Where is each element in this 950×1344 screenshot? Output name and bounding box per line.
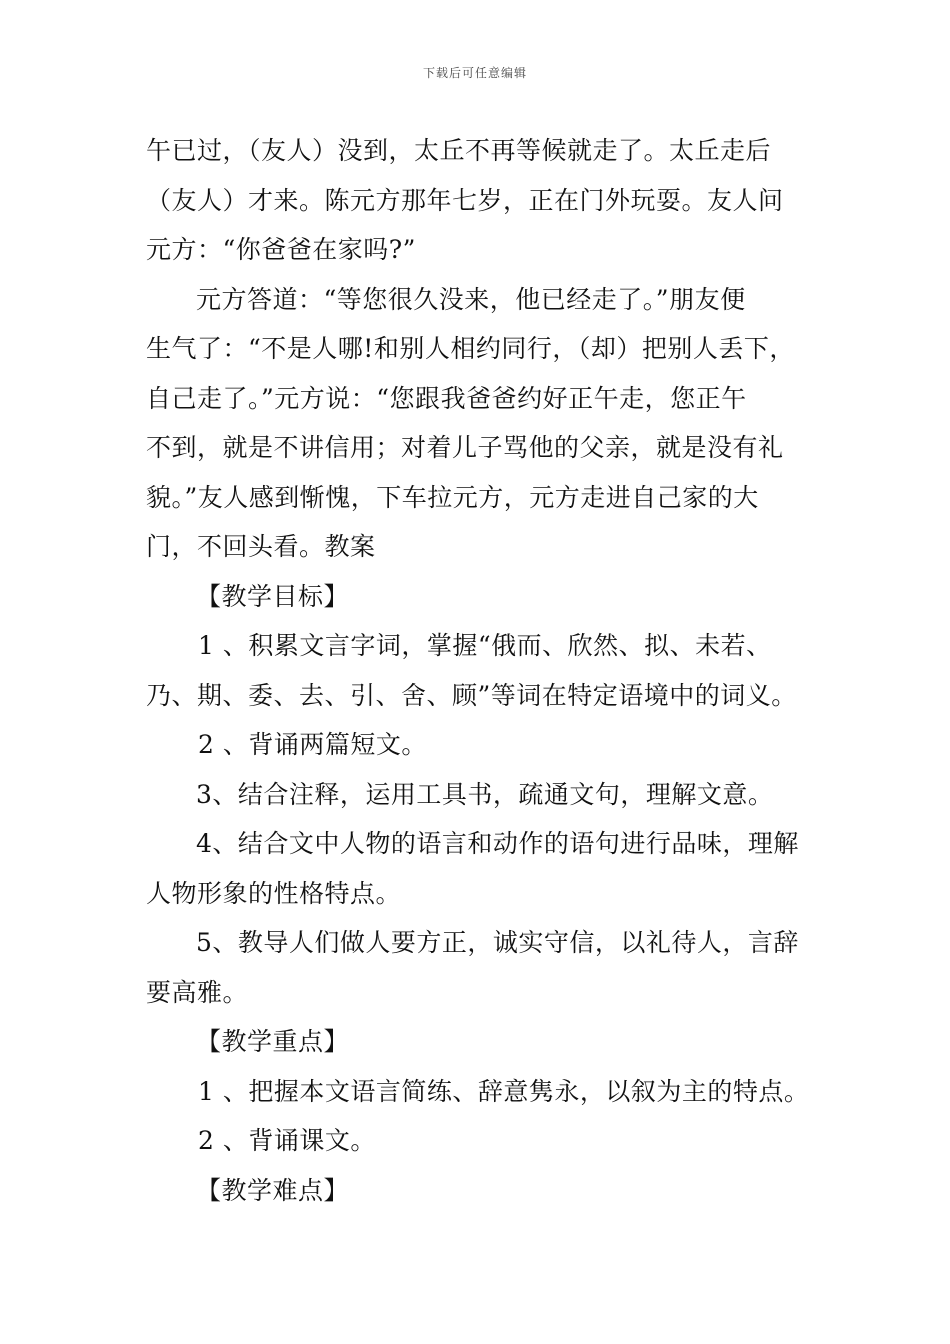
objective-item-4 <box>146 819 816 918</box>
objective-item-1 <box>146 621 816 720</box>
text-line: 不到，就是不讲信用；对着儿子骂他的父亲，就是没有礼 <box>146 433 784 462</box>
text-line: 要高雅。 <box>146 977 249 1007</box>
text-line: 人物形象的性格特点。 <box>146 878 402 908</box>
text-line: 元方答道：“等您很久没来，他已经走了。”朋友便 <box>196 284 746 314</box>
paragraph-story-continued <box>146 126 816 275</box>
text-line: 自己走了。”元方说：“您跟我爸爸约好正午走，您正午 <box>146 383 747 413</box>
text-line: 乃、期、委、去、引、舍、顾”等词在特定语境中的词义。 <box>146 680 797 710</box>
text-line: 门，不回头看。教案 <box>146 532 376 561</box>
section-heading-objectives: 【教学目标】 <box>196 581 350 611</box>
section-heading-difficulties: 【教学难点】 <box>196 1175 350 1205</box>
page-header: 下载后可任意编辑 <box>422 66 527 80</box>
text-line: 1 、积累文言字词，掌握“俄而、欣然、拟、未若、 <box>198 631 772 660</box>
key-point-item-1: 1 、把握本文语言简练、辞意隽永，以叙为主的特点。 <box>198 1076 810 1106</box>
text-line: 元方：“你爸爸在家吗?” <box>146 235 416 264</box>
text-line: 貌。”友人感到惭愧，下车拉元方，元方走进自己家的大 <box>146 482 759 512</box>
text-line: （友人）才来。陈元方那年七岁，正在门外玩耍。友人问 <box>146 185 784 215</box>
text-line: 生气了：“不是人哪!和别人相约同行，（却）把别人丢下， <box>146 334 795 363</box>
document-body <box>146 126 816 1215</box>
paragraph-yuanfang-reply <box>146 275 816 572</box>
objective-item-5 <box>146 918 816 1017</box>
text-line: 5、教导人们做人要方正，诚实守信，以礼待人，言辞 <box>196 928 799 957</box>
text-line: 午已过，（友人）没到，太丘不再等候就走了。太丘走后 <box>146 136 772 165</box>
section-heading-key-points: 【教学重点】 <box>196 1027 350 1056</box>
key-point-item-2: 2 、背诵课文。 <box>198 1126 376 1155</box>
text-line: 4、结合文中人物的语言和动作的语句进行品味，理解 <box>196 829 799 858</box>
objective-item-3: 3、结合注释，运用工具书，疏通文句，理解文意。 <box>196 779 774 809</box>
objective-item-2: 2 、背诵两篇短文。 <box>198 730 427 759</box>
